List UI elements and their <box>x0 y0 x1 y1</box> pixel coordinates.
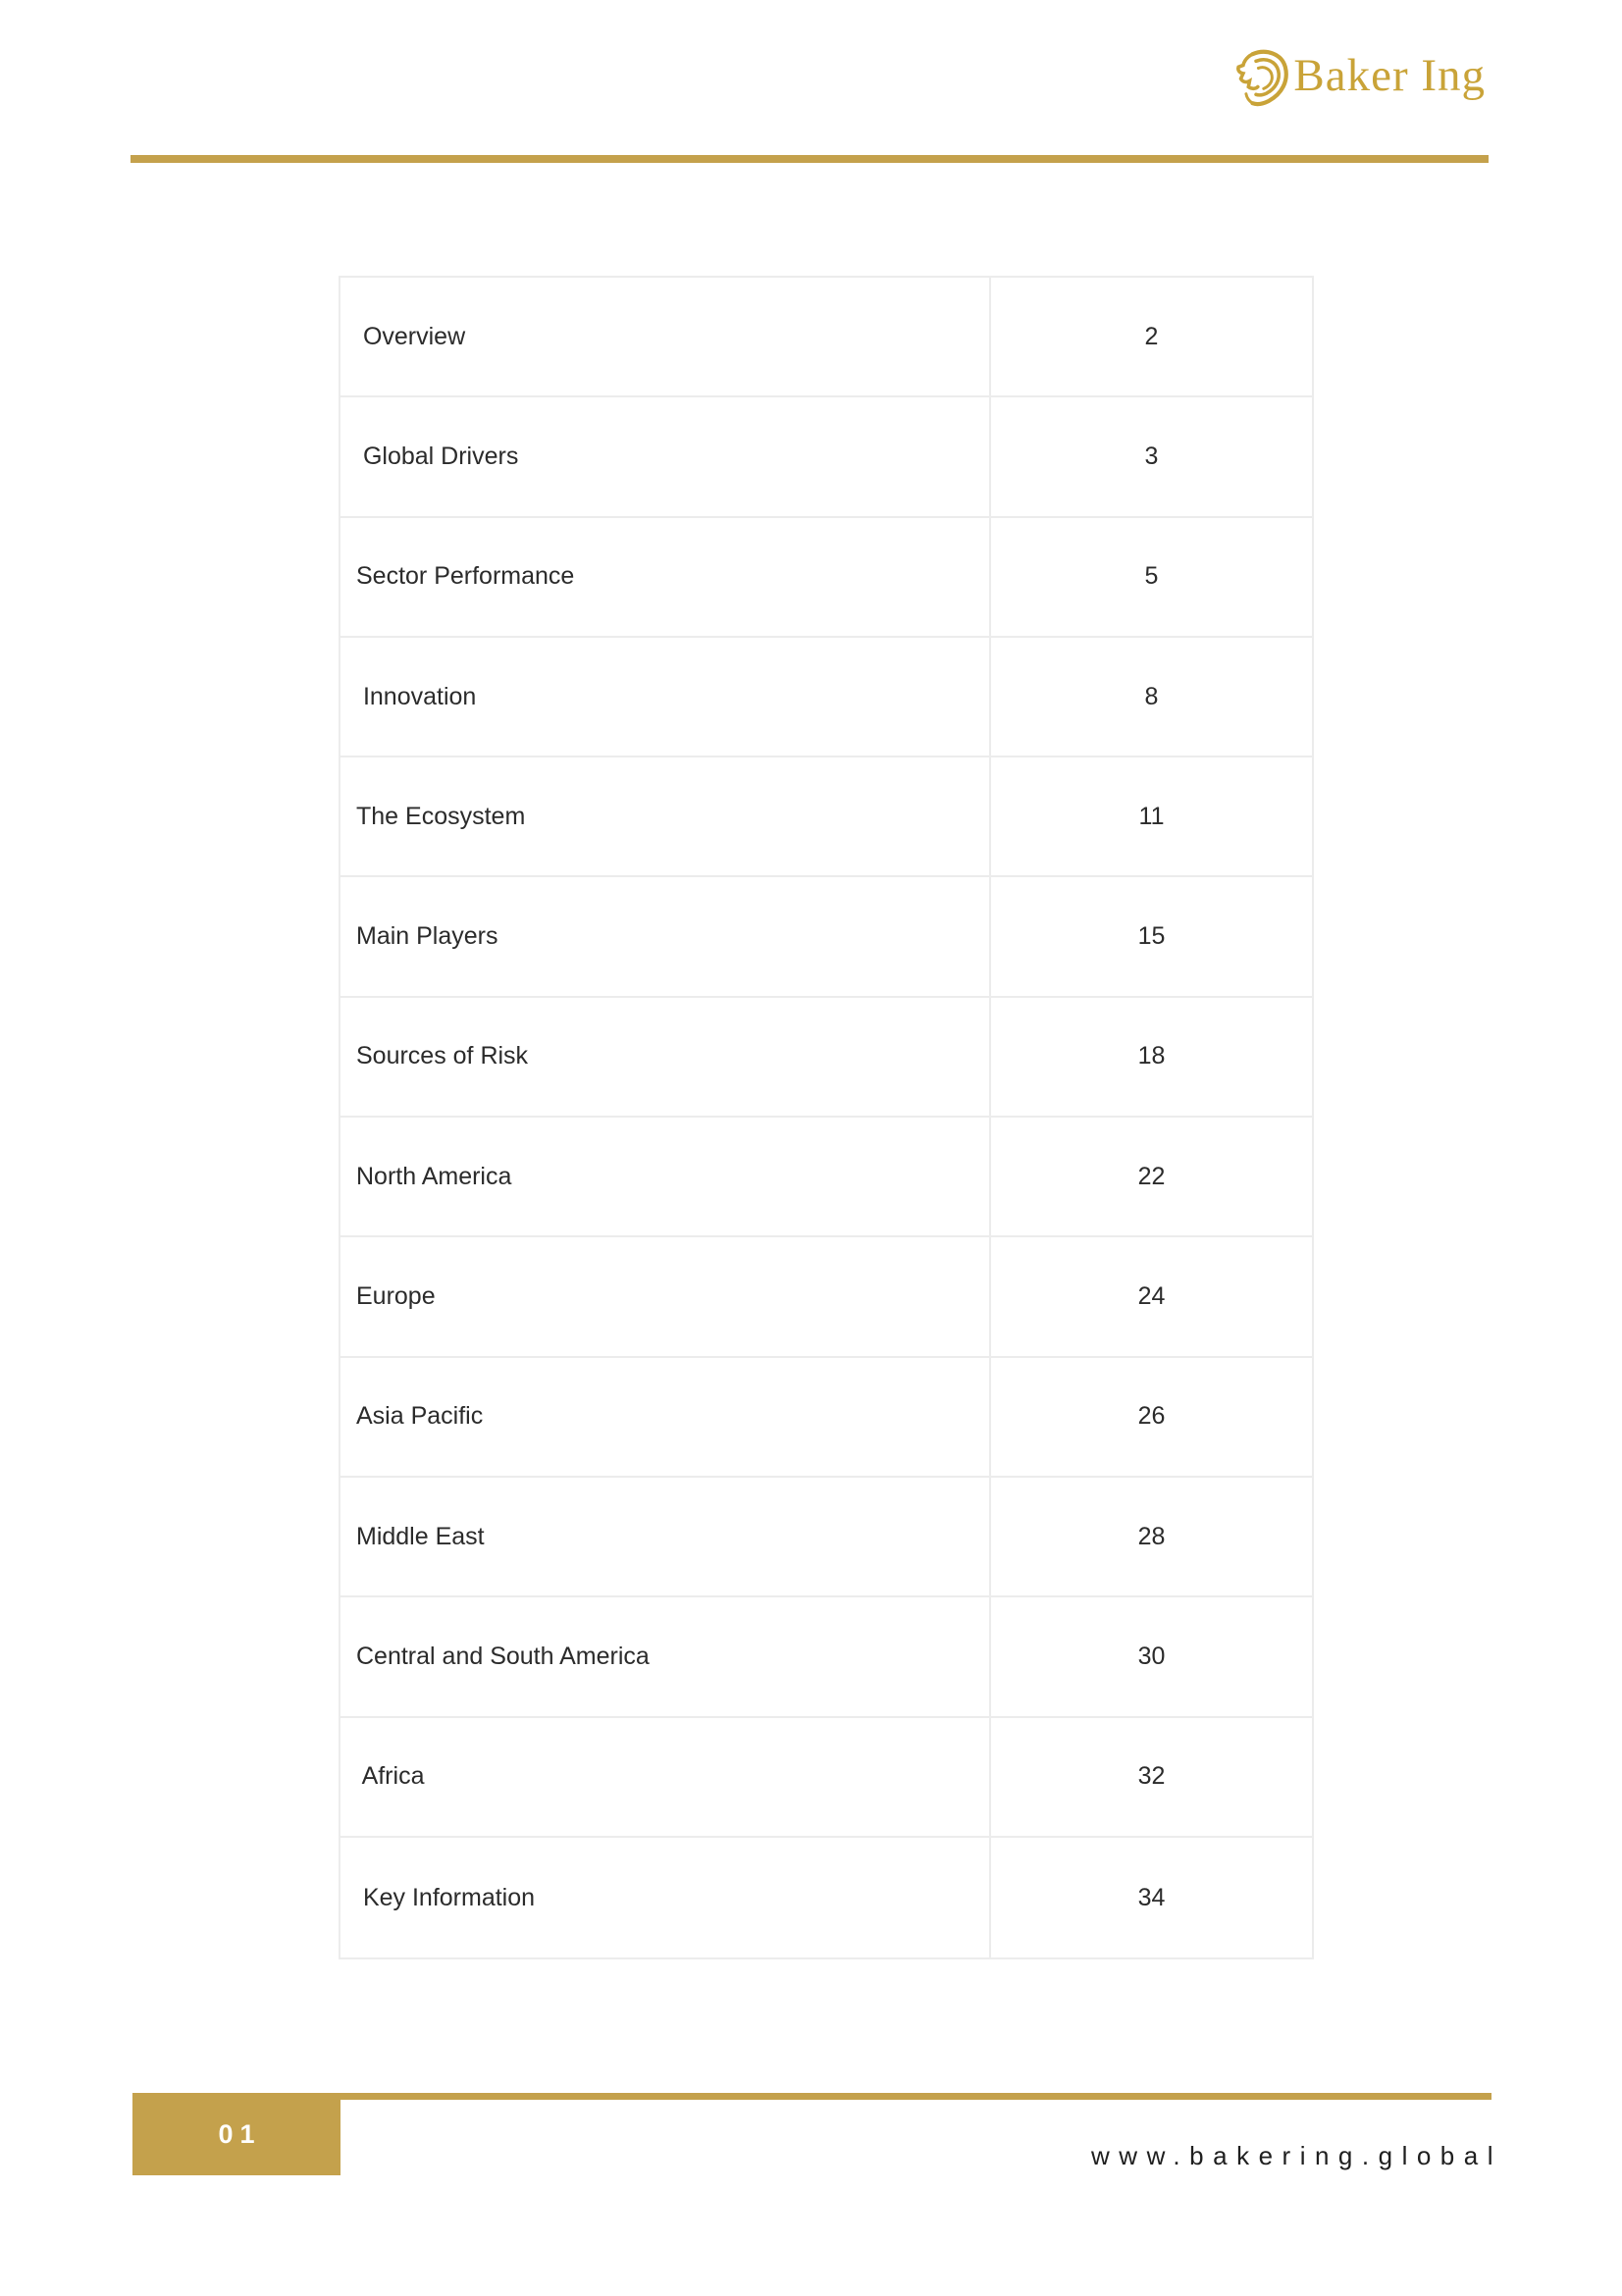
table-row <box>340 1838 1312 1957</box>
toc-entry-page: 18 <box>1137 1042 1166 1070</box>
table-row <box>340 278 1312 397</box>
toc-entry-page: 3 <box>1144 442 1159 470</box>
toc-entry-label: Europe <box>340 1237 991 1355</box>
toc-entry-page: 22 <box>1137 1162 1166 1190</box>
toc-entry-page: 32 <box>1137 1762 1166 1791</box>
toc-entry-page: 11 <box>1138 802 1165 830</box>
table-row <box>340 757 1312 877</box>
page-number: 01 <box>218 2118 262 2149</box>
toc-entry-label: Sector Performance <box>340 518 991 636</box>
toc-entry-label: The Ecosystem <box>340 757 991 875</box>
table-row <box>340 1118 1312 1237</box>
brand-logo <box>1232 43 1486 108</box>
toc-entry-page: 2 <box>1144 322 1159 350</box>
toc-entry-label: Asia Pacific <box>340 1358 991 1476</box>
toc-entry-page: 24 <box>1137 1282 1166 1311</box>
toc-entry-label: Main Players <box>340 877 991 995</box>
table-row <box>340 397 1312 517</box>
toc-entry-label: Innovation <box>340 638 991 756</box>
toc-entry-label: North America <box>340 1118 991 1235</box>
toc-entry-label: Africa <box>340 1718 991 1836</box>
toc-entry-label: Sources of Risk <box>340 998 991 1116</box>
table-row <box>340 998 1312 1118</box>
header-rule <box>131 155 1489 163</box>
table-row <box>340 1718 1312 1838</box>
toc-entry-page: 28 <box>1137 1522 1166 1550</box>
lion-icon <box>1232 47 1291 108</box>
toc-entry-label: Central and South America <box>340 1597 991 1715</box>
toc-entry-label: Middle East <box>340 1478 991 1595</box>
table-row <box>340 638 1312 757</box>
page-number-badge <box>132 2093 340 2175</box>
toc-entry-page: 5 <box>1144 562 1159 591</box>
website-url: www.bakering.global <box>1091 2141 1502 2170</box>
table-row <box>340 877 1312 997</box>
table-row <box>340 1358 1312 1478</box>
toc-entry-label: Global Drivers <box>340 397 991 515</box>
toc-entry-label: Overview <box>340 278 991 395</box>
toc-entry-page: 34 <box>1137 1883 1166 1911</box>
table-row <box>340 1478 1312 1597</box>
toc-entry-page: 15 <box>1137 922 1166 951</box>
toc-entry-page: 8 <box>1144 682 1159 710</box>
table-row <box>340 518 1312 638</box>
toc-entry-label: Key Information <box>340 1838 991 1957</box>
toc-entry-page: 30 <box>1137 1642 1166 1670</box>
table-row <box>340 1237 1312 1357</box>
toc-table <box>339 276 1314 1959</box>
toc-entry-page: 26 <box>1137 1402 1166 1431</box>
table-row <box>340 1597 1312 1717</box>
brand-name: Baker Ing <box>1293 49 1486 101</box>
